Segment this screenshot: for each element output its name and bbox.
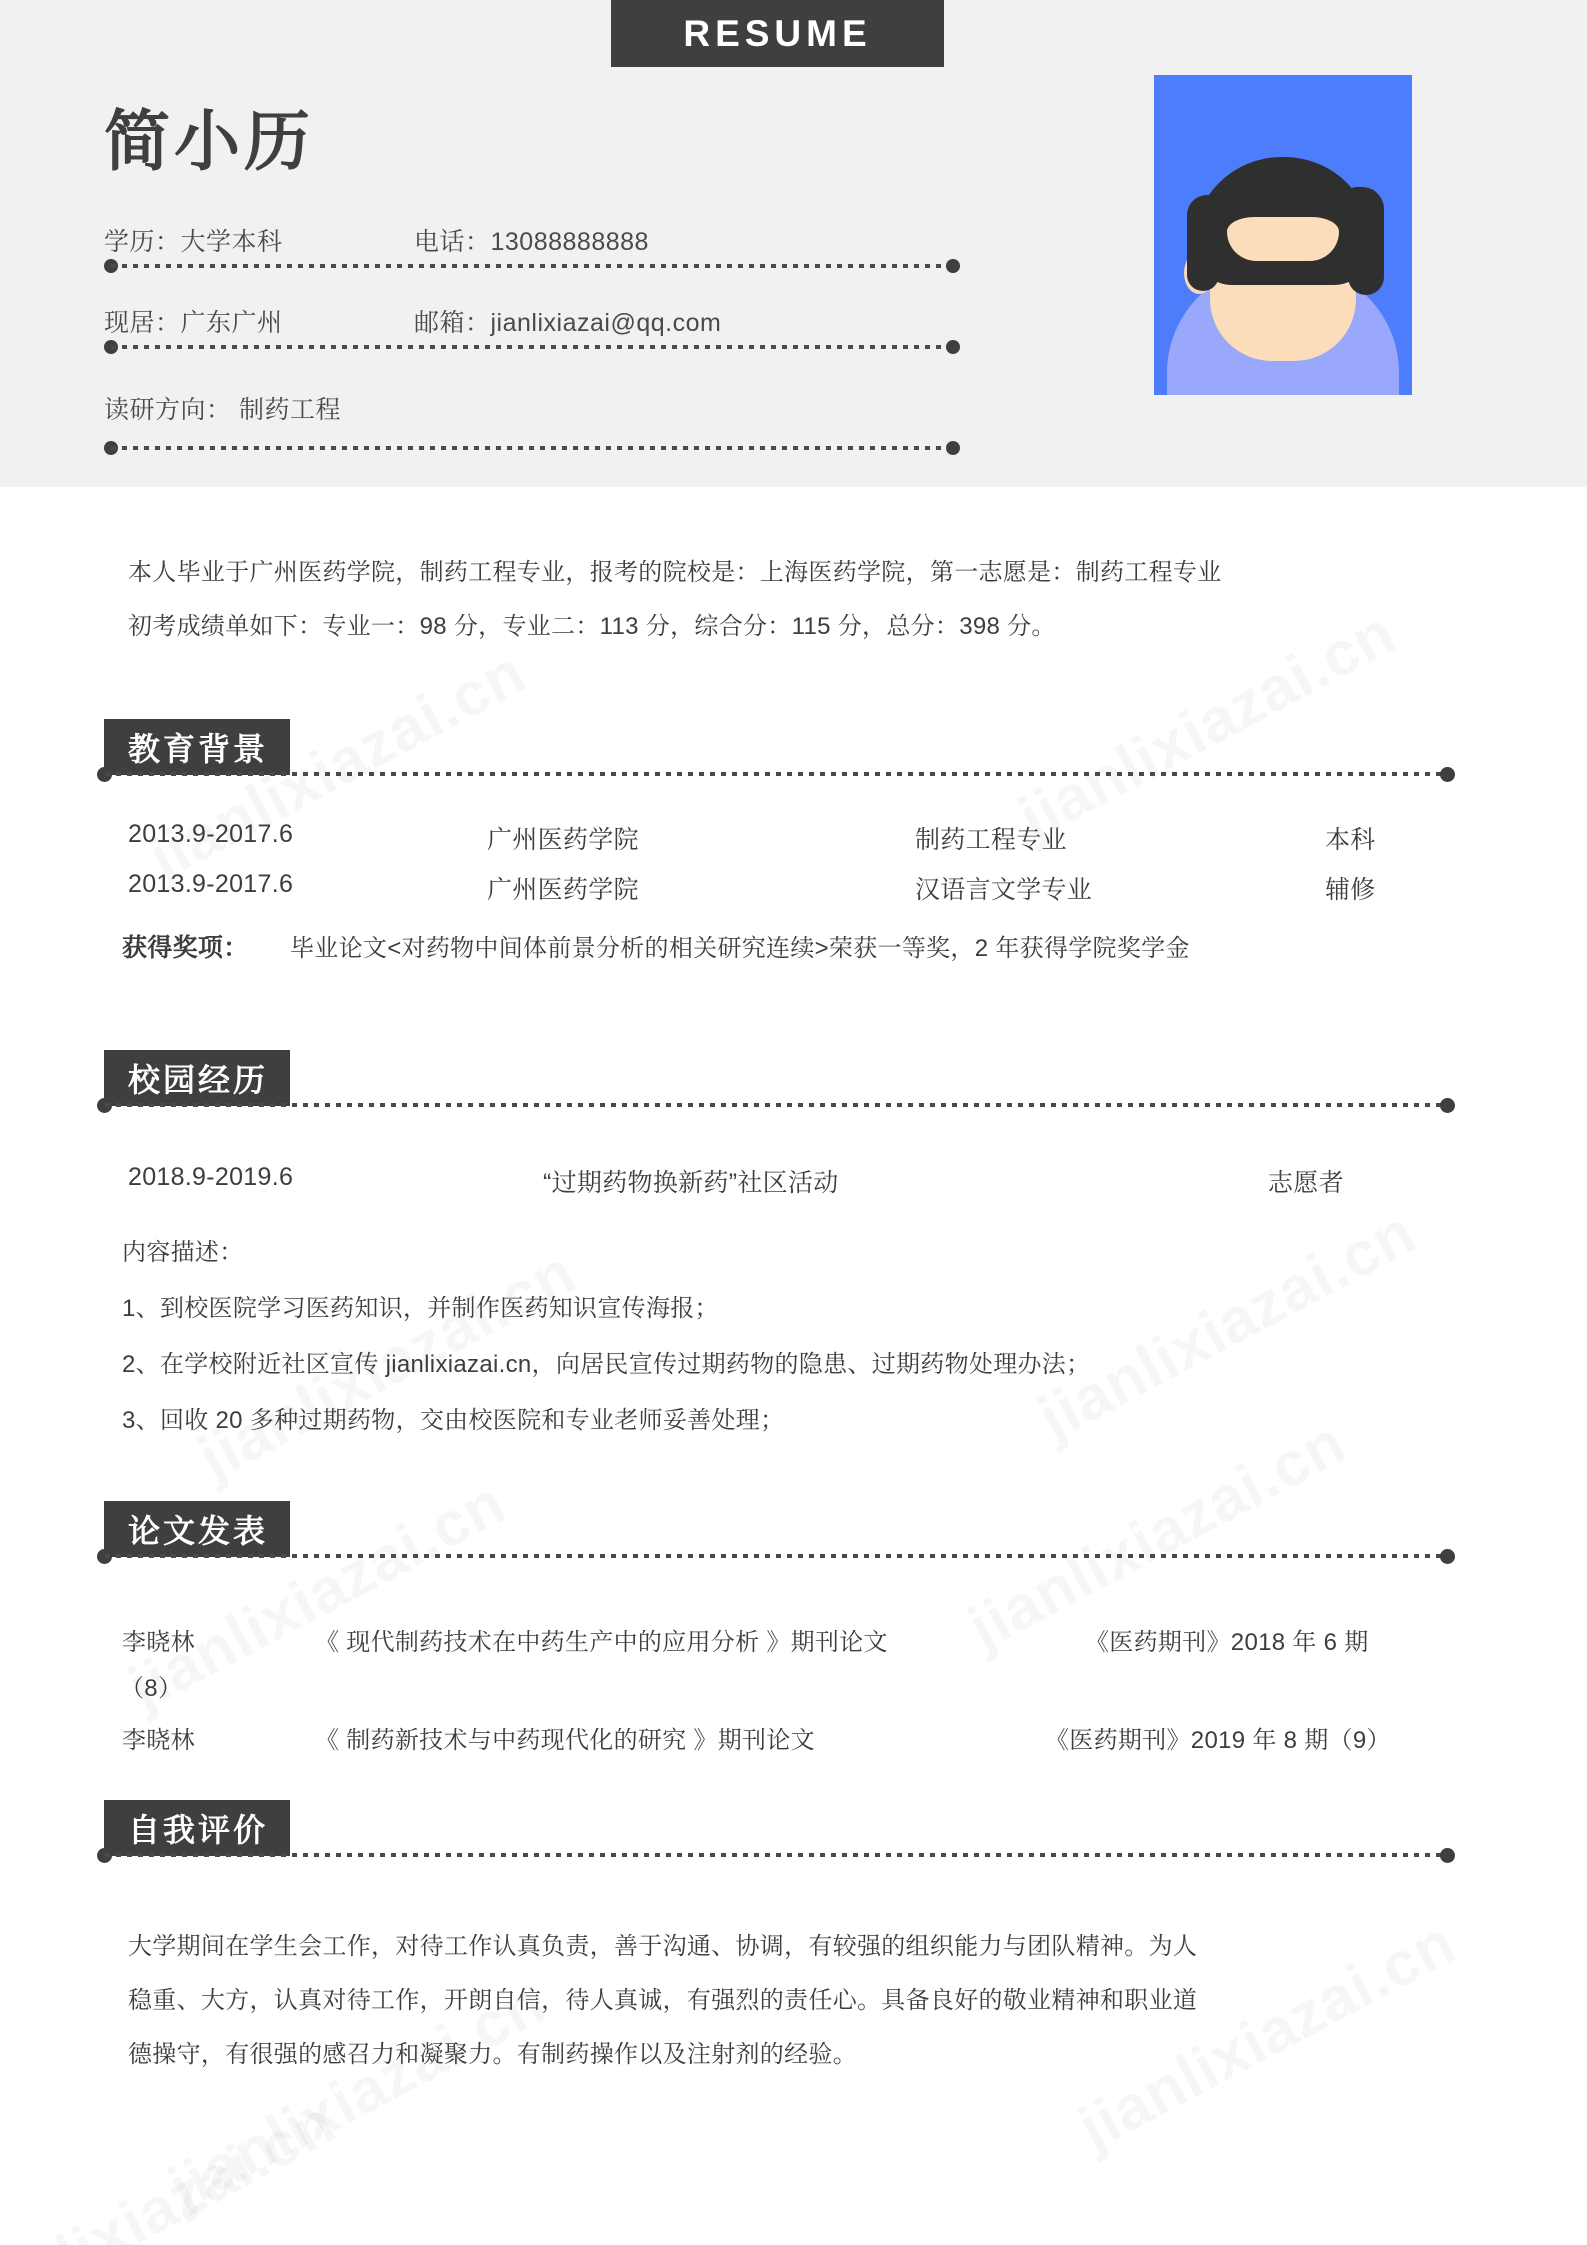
divider-dotted-1 <box>104 259 960 273</box>
section-rule-education <box>97 767 1455 782</box>
rule-dashes <box>105 1853 1447 1857</box>
rule-cap-right <box>1440 767 1455 782</box>
publication-title: 《 制药新技术与中药现代化的研究 》期刊论文 <box>315 1727 815 1754</box>
avatar-photo <box>1154 75 1412 395</box>
resume-badge <box>611 0 944 67</box>
intro-line-1: 本人毕业于广州医药学院，制药工程专业，报考的院校是：上海医药学院，第一志愿是：制药工程专业 <box>128 559 1222 586</box>
intro-line-2: 初考成绩单如下：专业一：98 分，专业二：113 分，综合分：115 分，总分：398 分。 <box>128 613 1056 640</box>
divider-cap-right <box>946 259 960 273</box>
avatar-hair-side-right <box>1348 187 1384 295</box>
campus-role: 志愿者 <box>1268 1169 1344 1197</box>
publication-journal: 《医药期刊》2019 年 8 期（9） <box>1045 1727 1391 1754</box>
campus-desc-label: 内容描述： <box>122 1239 244 1266</box>
education-row <box>0 820 1587 860</box>
divider-cap-right <box>946 441 960 455</box>
rule-dashes <box>105 1103 1447 1107</box>
divider-dashes <box>111 345 953 349</box>
education-award-row <box>0 928 1587 968</box>
publication-author: 李晓林 <box>122 1629 195 1656</box>
divider-dashes <box>111 446 953 450</box>
resume-badge-label: RESUME <box>683 12 872 54</box>
rule-dashes <box>105 772 1447 776</box>
section-title-publications: 论文发表 <box>128 1513 269 1549</box>
section-title-education: 教育背景 <box>128 731 269 767</box>
publication-journal: 《医药期刊》2018 年 6 期 <box>1085 1629 1369 1656</box>
award-label: 获得奖项： <box>122 934 249 962</box>
self-eval-line-2: 稳重、大方，认真对待工作，开朗自信，待人真诚，有强烈的责任心。具备良好的敬业精神和职业道 <box>128 1987 1198 2014</box>
section-rule-self-eval <box>97 1848 1455 1863</box>
education-school: 广州医药学院 <box>487 826 639 854</box>
rule-dashes <box>105 1554 1447 1558</box>
divider-dashes <box>111 264 953 268</box>
divider-dotted-3 <box>104 441 960 455</box>
campus-period: 2018.9-2019.6 <box>128 1163 294 1191</box>
info-row-location <box>104 303 960 337</box>
divider-dotted-2 <box>104 340 960 354</box>
info-city: 现居：广东广州 <box>104 309 283 337</box>
info-row-direction <box>104 390 960 424</box>
campus-desc-item: 2、在学校附近社区宣传 jianlixiazai.cn，向居民宣传过期药物的隐患、过期药物处理办法； <box>122 1351 1091 1378</box>
section-title-campus: 校园经历 <box>128 1062 269 1098</box>
self-eval-line-3: 德操守，有很强的感召力和凝聚力。有制药操作以及注射剂的经验。 <box>128 2041 857 2068</box>
self-eval-line-1: 大学期间在学生会工作，对待工作认真负责，善于沟通、协调，有较强的组织能力与团队精神。为人 <box>128 1933 1198 1960</box>
publication-author: 李晓林 <box>122 1727 195 1754</box>
rule-cap-right <box>1440 1848 1455 1863</box>
rule-cap-right <box>1440 1098 1455 1113</box>
education-degree: 本科 <box>1325 826 1376 854</box>
education-major: 汉语言文学专业 <box>915 876 1093 904</box>
section-rule-campus <box>97 1098 1455 1113</box>
header-band <box>0 0 1587 487</box>
avatar-forehead <box>1227 217 1339 261</box>
campus-activity: “过期药物换新药”社区活动 <box>543 1169 839 1197</box>
publication-issue: （8） <box>120 1675 183 1702</box>
candidate-name: 简小历 <box>104 104 314 178</box>
info-phone: 电话：13088888888 <box>414 228 649 256</box>
campus-row <box>0 1163 1587 1203</box>
education-degree: 辅修 <box>1325 876 1376 904</box>
campus-desc-item: 1、到校医院学习医药知识，并制作医药知识宣传海报； <box>122 1295 719 1322</box>
info-research-direction: 读研方向： 制药工程 <box>104 396 341 424</box>
section-rule-publications <box>97 1549 1455 1564</box>
rule-cap-right <box>1440 1549 1455 1564</box>
info-email: 邮箱：jianlixiazai@qq.com <box>414 309 722 337</box>
education-major: 制药工程专业 <box>915 826 1067 854</box>
education-row <box>0 870 1587 910</box>
info-row-education <box>104 222 960 256</box>
campus-desc-item: 3、回收 20 多种过期药物，交由校医院和专业老师妥善处理； <box>122 1407 785 1434</box>
watermark <box>0 2087 347 2245</box>
award-text: 毕业论文<对药物中间体前景分析的相关研究连续>荣获一等奖，2 年获得学院奖学金 <box>290 935 1190 962</box>
section-title-self-eval: 自我评价 <box>128 1812 269 1848</box>
education-period: 2013.9-2017.6 <box>128 870 294 898</box>
divider-cap-right <box>946 340 960 354</box>
avatar-hair-side-left <box>1187 195 1219 291</box>
education-period: 2013.9-2017.6 <box>128 820 294 848</box>
publication-title: 《 现代制药技术在中药生产中的应用分析 》期刊论文 <box>315 1629 888 1656</box>
education-school: 广州医药学院 <box>487 876 639 904</box>
info-degree: 学历：大学本科 <box>104 228 283 256</box>
